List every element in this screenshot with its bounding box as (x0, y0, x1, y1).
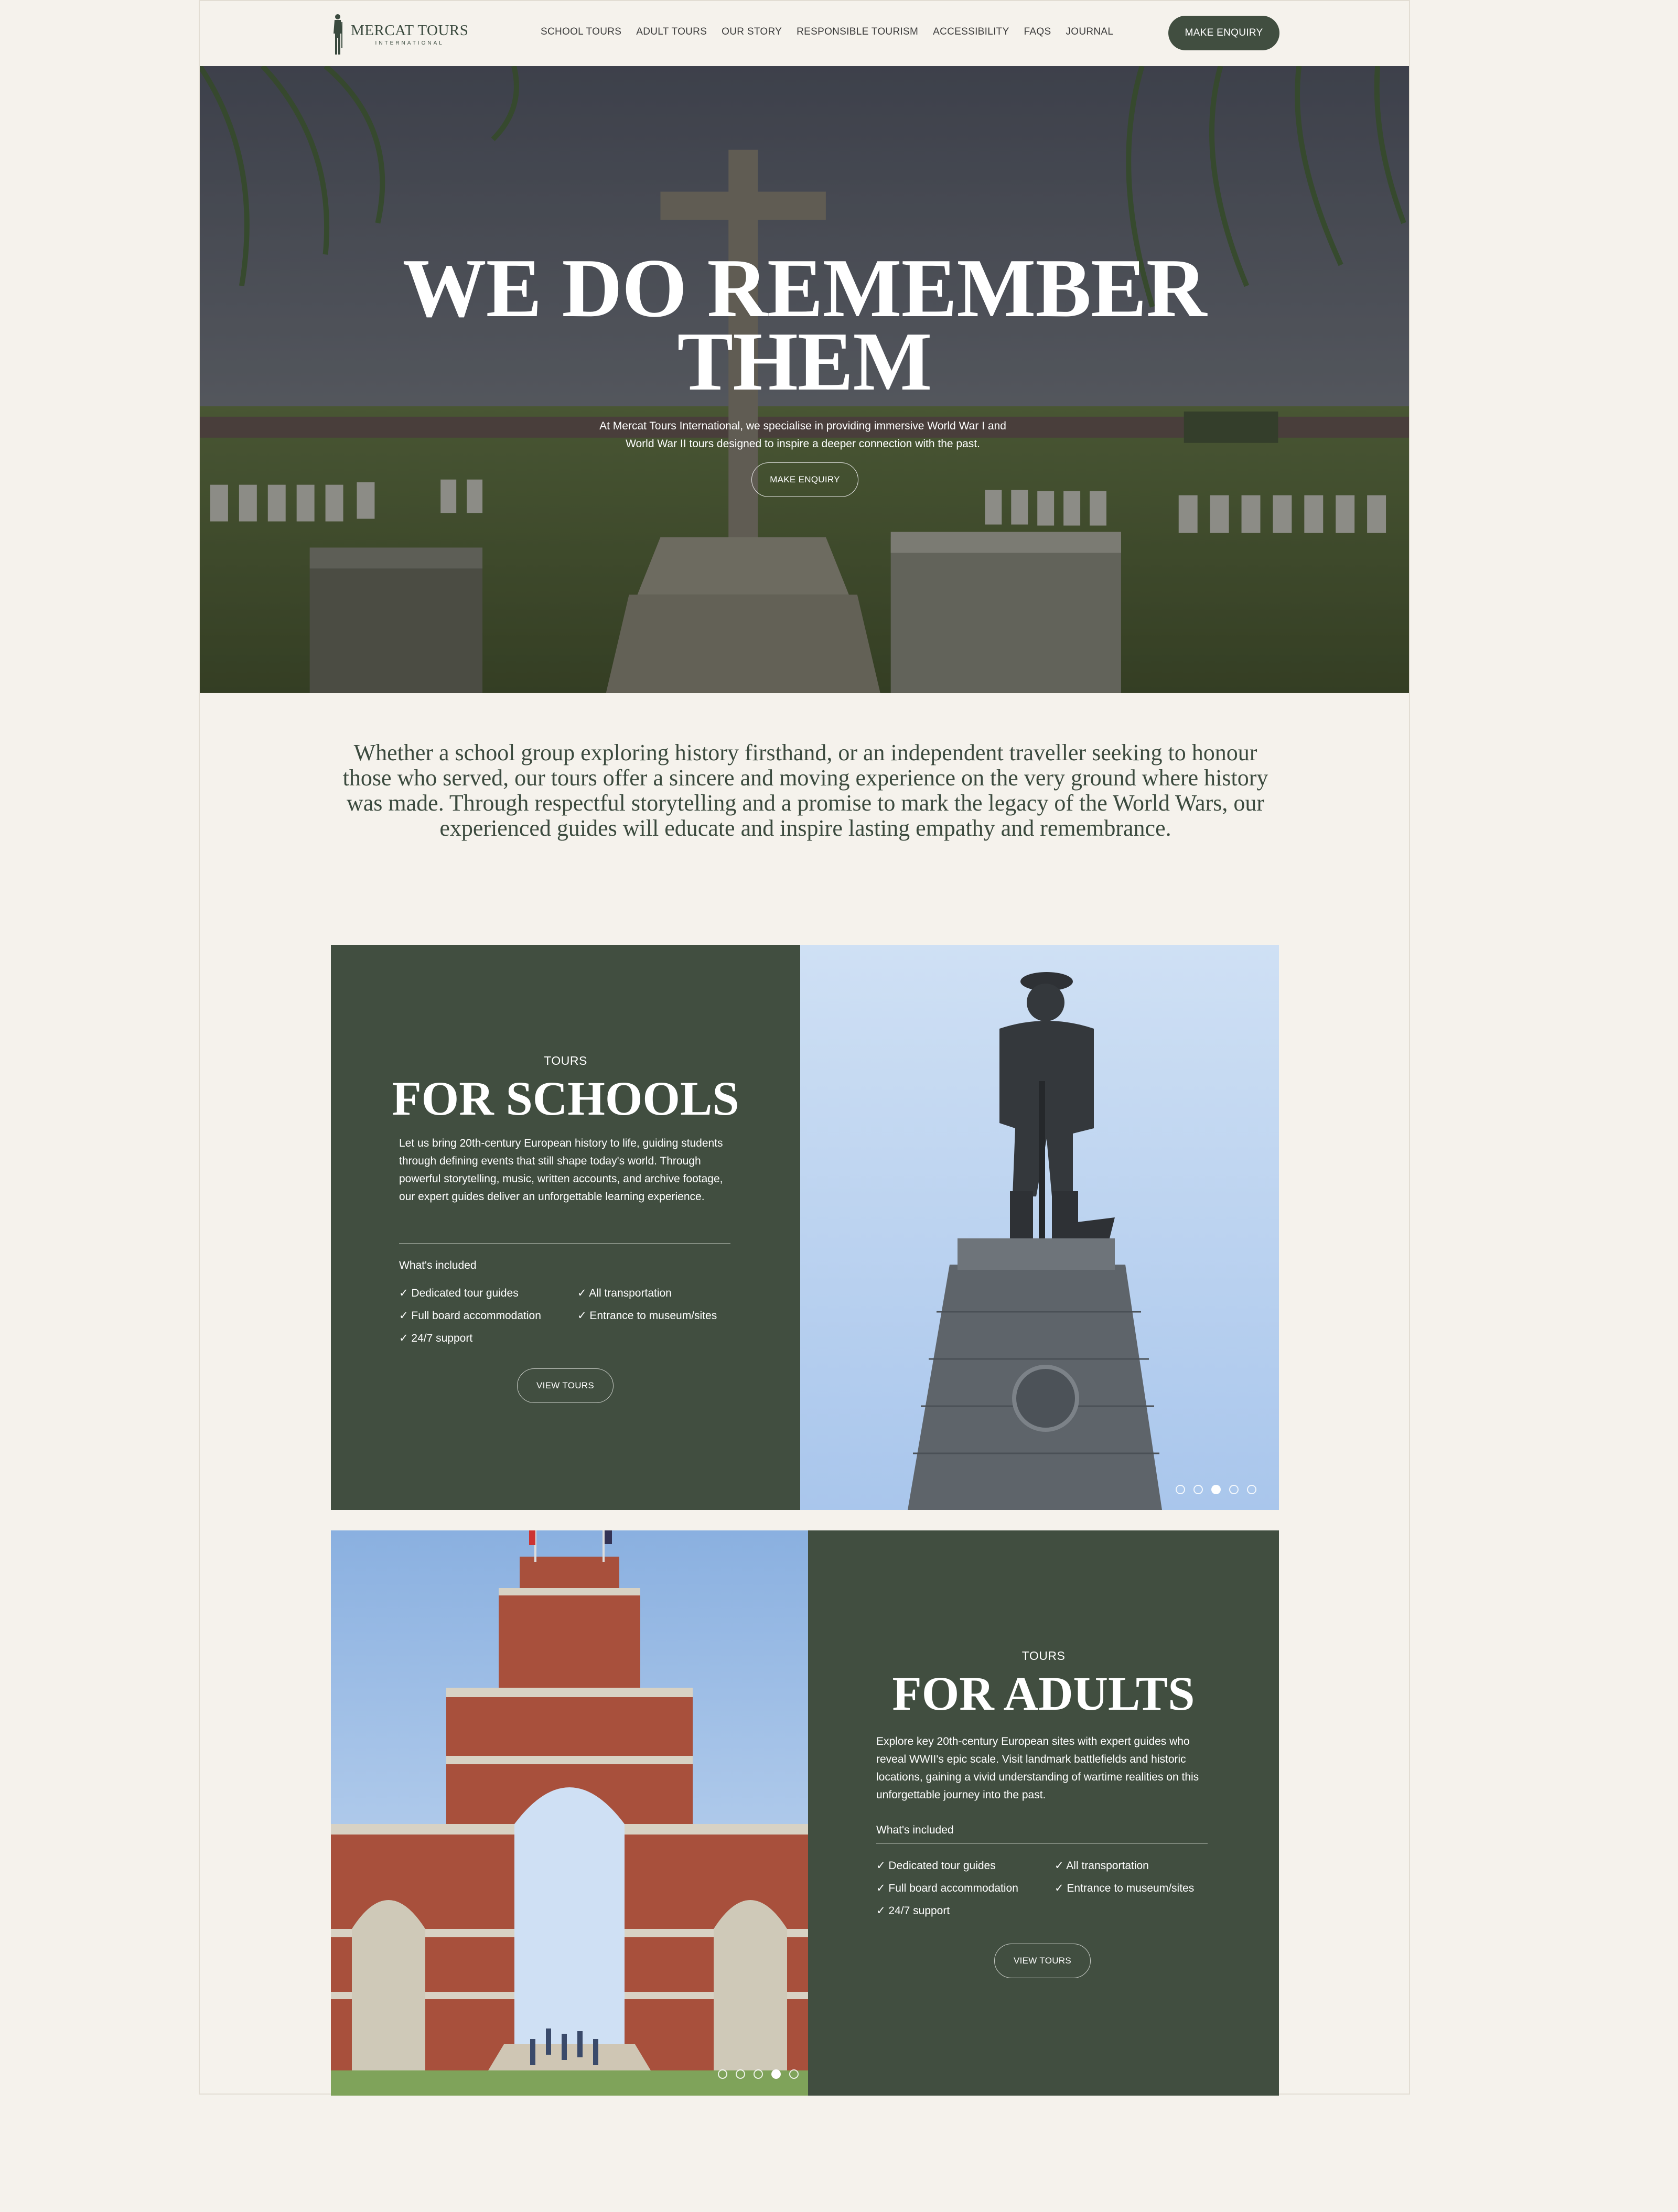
adults-info-panel (808, 1530, 1279, 2096)
nav-accessibility[interactable]: ACCESSIBILITY (933, 26, 1009, 37)
included-label: What's included (399, 1259, 477, 1271)
card-eyebrow: TOURS (1021, 1649, 1066, 1663)
hero-section (200, 66, 1409, 694)
view-adult-tours-button[interactable]: VIEW TOURS (994, 1944, 1091, 1978)
feature-item: ✓ Entrance to museum/sites (1055, 1882, 1195, 1894)
carousel-dot[interactable] (754, 2069, 763, 2079)
card-title: FOR ADULTS (892, 1667, 1195, 1720)
nav-our-story[interactable]: OUR STORY (722, 26, 782, 37)
site-logo[interactable] (331, 13, 468, 56)
feature-item: ✓ Dedicated tour guides (876, 1860, 996, 1872)
soldier-statue-image (800, 945, 1279, 1510)
nav-journal[interactable]: JOURNAL (1066, 26, 1114, 37)
brand-name: MERCAT TOURS (351, 22, 469, 39)
feature-item: ✓ 24/7 support (876, 1905, 950, 1917)
page-frame (199, 0, 1410, 2095)
feature-item: ✓ Entrance to museum/sites (577, 1310, 717, 1322)
carousel-dot[interactable] (1229, 1485, 1239, 1494)
nav-adult-tours[interactable]: ADULT TOURS (636, 26, 707, 37)
site-header (200, 1, 1409, 66)
feature-item: ✓ Dedicated tour guides (399, 1287, 519, 1299)
schools-photo-carousel[interactable] (800, 945, 1279, 1510)
view-school-tours-button[interactable]: VIEW TOURS (517, 1368, 614, 1403)
carousel-dot[interactable] (1193, 1485, 1203, 1494)
included-label: What's included (876, 1824, 954, 1836)
carousel-dot[interactable] (1247, 1485, 1256, 1494)
header-enquiry-button[interactable]: MAKE ENQUIRY (1168, 16, 1279, 50)
feature-item: ✓ Full board accommodation (399, 1310, 541, 1322)
brand-subtitle: INTERNATIONAL (375, 40, 444, 46)
main-menu (541, 26, 1113, 38)
hero-enquiry-button[interactable]: MAKE ENQUIRY (751, 462, 858, 497)
intro-paragraph: Whether a school group exploring history firsthand, or an independent traveller seeking to honour those who served, our tours offer a sincere and moving experience on the very ground where history was made. Through respectful storytelling and a promise to mark the legacy of the World Wars, our experienced guides will educate and inspire lasting empathy and remembrance. (342, 740, 1268, 841)
carousel-dot[interactable] (718, 2069, 727, 2079)
hero-title (200, 241, 1409, 408)
nav-school-tours[interactable]: SCHOOL TOURS (541, 26, 622, 37)
carousel-dot[interactable] (789, 2069, 799, 2079)
carousel-dots (1176, 1485, 1256, 1494)
card-description: Let us bring 20th-century European history to life, guiding students through defining events that still shape today's world. Through powerful storytelling, music, written accounts, and archive footage, our expert guides deliver an unforgettable learning experience. (399, 1137, 723, 1203)
nav-responsible-tourism[interactable]: RESPONSIBLE TOURISM (797, 26, 919, 37)
soldier-logo-icon (331, 13, 345, 56)
hero-title-line-1: WE DO REMEMBER (402, 241, 1207, 335)
feature-item: ✓ All transportation (577, 1287, 672, 1299)
nav-faqs[interactable]: FAQS (1024, 26, 1051, 37)
memorial-arch-image (331, 1530, 808, 2096)
hero-title-line-2: THEM (677, 315, 932, 408)
feature-item: ✓ All transportation (1055, 1860, 1149, 1872)
adults-photo-carousel[interactable] (331, 1530, 808, 2096)
divider (876, 1843, 1208, 1844)
carousel-dots (718, 2069, 799, 2079)
feature-item: ✓ Full board accommodation (876, 1882, 1018, 1894)
adults-tour-card (331, 1530, 1279, 2096)
card-description: Explore key 20th-century European sites with expert guides who reveal WWII's epic scale. Visit landmark battlefields and historic locations, gaining a vivid understanding of wartime realities on this unforgettable journey into the past. (876, 1735, 1199, 1801)
feature-item: ✓ 24/7 support (399, 1332, 473, 1344)
hero-description: At Mercat Tours International, we specialise in providing immersive World War I and World War II tours designed to inspire a deeper connection with the past. (599, 420, 1006, 450)
divider (399, 1243, 730, 1244)
card-title: FOR SCHOOLS (392, 1072, 739, 1125)
carousel-dot[interactable] (736, 2069, 745, 2079)
carousel-dot-active[interactable] (771, 2069, 781, 2079)
card-eyebrow: TOURS (544, 1054, 587, 1067)
carousel-dot[interactable] (1176, 1485, 1185, 1494)
schools-info-panel (331, 945, 800, 1510)
schools-tour-card (331, 945, 1279, 1510)
carousel-dot-active[interactable] (1211, 1485, 1221, 1494)
